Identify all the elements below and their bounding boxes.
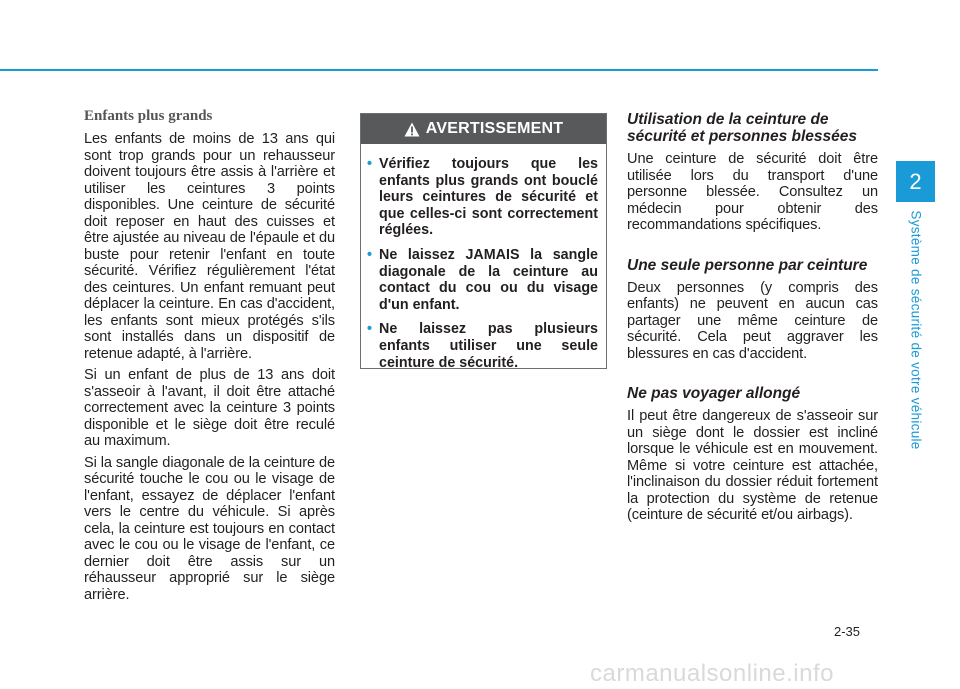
bullet-icon: •: [367, 246, 373, 263]
body-one-person: Deux personnes (y compris des enfants) ne peuvent en aucun cas partager une même ceinture de sécurité. Cela peut aggraver les blessures en cas d'accident.: [627, 279, 878, 362]
heading-one-person: Une seule personne par ceinture: [627, 256, 868, 274]
warning-title: AVERTISSEMENT: [425, 120, 564, 137]
warning-box: [360, 113, 607, 369]
column-older-children: [84, 108, 335, 608]
chapter-tab: 2: [896, 161, 935, 202]
paragraph-1: Les enfants de moins de 13 ans qui sont trop grands pour un rehausseur doivent toujours être assis à l'arrière et utiliser les ceintures 3 points disponibles. Une ceinture de sécurité doit reposer en haut des cuisses et être ajustée au niveau de l'épaule et du buste pour retenir l'enfant en toute sécurité. Vérifiez régulièrement l'état des ceintures. Un enfant remuant peut déplacer la ceinture. En cas d'accident, les enfants sont mieux protégés s'ils sont installés dans un dispositif de retenue adapté, à l'arrière.: [84, 131, 335, 362]
chapter-title: Système de sécurité de votre véhicule: [908, 210, 924, 450]
bullet-icon: •: [367, 321, 373, 338]
paragraph-3: Si la sangle diagonale de la ceinture de sécurité touche le cou ou le visage de l'enfant, essayez de déplacer l'enfant vers le centre du véhicule. Si après cela, la ceinture est toujours en contact avec le cou ou le visage de l'enfant, ce dernier doit être assis sur un réhausseur approprié sur le siège arrière.: [84, 454, 335, 603]
paragraph-2: Si un enfant de plus de 13 ans doit s'asseoir à l'avant, il doit être attaché correctement avec la ceinture 3 points disponible et le siège doit être reculé au maximum.: [84, 367, 335, 449]
warning-item-text: Ne laissez JAMAIS la sangle diagonale de la ceinture au contact du cou ou du visage d'un enfant.: [379, 246, 598, 313]
heading-injured-persons: Utilisation de la ceinture de sécurité et personnes blessées: [627, 111, 858, 145]
warning-header: [361, 114, 606, 144]
bullet-icon: •: [367, 156, 373, 172]
warning-item: [367, 246, 598, 313]
body-no-lying: Il peut être dangereux de s'asseoir sur un siège dont le dossier est incliné lorsque le véhicule est en mouvement. Même si votre ceinture est attachée, l'inclinaison du dossier réduit fortement la protection du système de retenue (ceinture de sécurité et/ou airbags).: [627, 408, 878, 523]
warning-item-text: Vérifiez toujours que les enfants plus grands ont bouclé leurs ceintures de sécurité et que celles-ci sont correctement réglées.: [379, 156, 598, 239]
column-right: [627, 111, 878, 529]
warning-item: [367, 321, 598, 371]
warning-list: [361, 144, 606, 371]
warning-triangle-icon: [404, 122, 420, 137]
warning-item: [367, 156, 598, 239]
warning-item-text: Ne laissez pas plusieurs enfants utiliser une seule ceinture de sécurité.: [379, 321, 598, 371]
page-number: 2-35: [834, 624, 861, 639]
header-rule: [0, 69, 878, 71]
heading-no-lying: Ne pas voyager allongé: [627, 385, 801, 402]
watermark: carmanualsonline.info: [590, 660, 834, 687]
body-injured-persons: Une ceinture de sécurité doit être utilisée lors du transport d'une personne blessée. Consultez un médecin pour obtenir des recommandations spécifiques.: [627, 151, 878, 233]
heading-older-children: Enfants plus grands: [84, 108, 213, 124]
